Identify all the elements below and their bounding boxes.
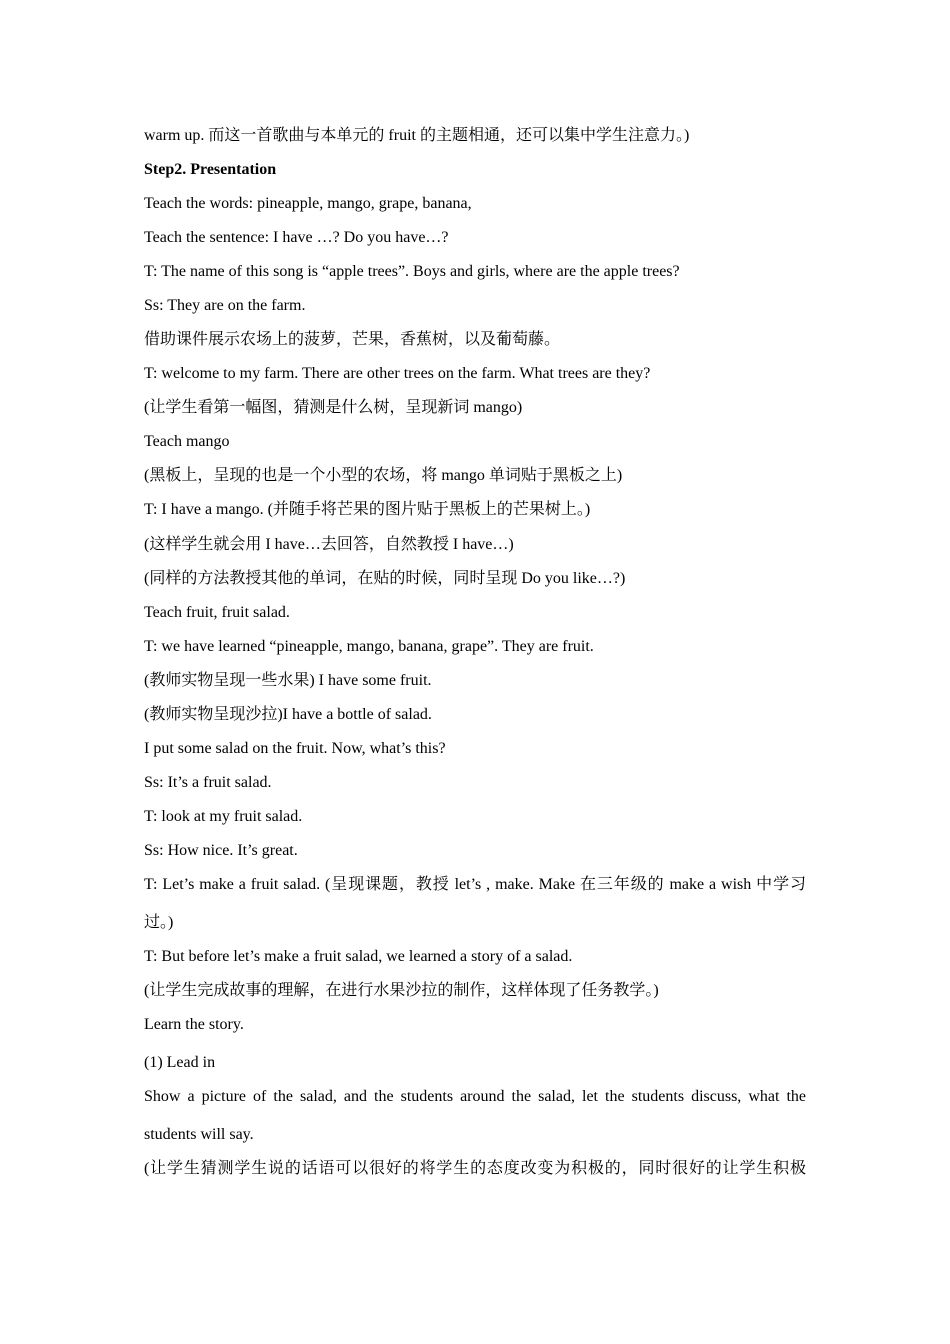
text-line: (同样的方法教授其他的单词，在贴的时候，同时呈现 Do you like…?) (144, 570, 626, 587)
text-line: (让学生完成故事的理解，在进行水果沙拉的制作，这样体现了任务教学。) (144, 982, 659, 999)
text-line: Teach mango (144, 433, 230, 450)
text-line: Teach the words: pineapple, mango, grape, banana, (144, 195, 472, 212)
text-line: Ss: They are on the farm. (144, 297, 306, 314)
text-line: Teach the sentence: I have …? Do you have…? (144, 229, 449, 246)
text-line: Learn the story. (144, 1016, 244, 1033)
text-line: 借助课件展示农场上的菠萝，芒果，香蕉树，以及葡萄藤。 (144, 331, 561, 348)
text-line: (教师实物呈现一些水果) I have some fruit. (144, 672, 432, 689)
text-line: (黑板上，呈现的也是一个小型的农场，将 mango 单词贴于黑板之上) (144, 467, 623, 484)
text-line: 过。) (144, 914, 174, 931)
text-line: (1) Lead in (144, 1054, 216, 1071)
text-line: T: look at my fruit salad. (144, 808, 303, 825)
text-line: (让学生看第一幅图，猜测是什么树，呈现新词 mango) (144, 399, 523, 416)
text-line: Teach fruit, fruit salad. (144, 604, 290, 621)
text-line: Show a picture of the salad, and the students around the salad, let the students discuss, what the (144, 1088, 806, 1105)
text-line: (这样学生就会用 I have…去回答，自然教授 I have…) (144, 536, 514, 553)
text-line: T: Let’s make a fruit salad. (呈现课题，教授 let’s , make. Make 在三年级的 make a wish 中学习 (144, 876, 806, 893)
text-line: T: welcome to my farm. There are other trees on the farm. What trees are they? (144, 365, 651, 382)
text-line: (让学生猜测学生说的话语可以很好的将学生的态度改变为积极的，同时很好的让学生积极 (144, 1160, 806, 1177)
text-line: (教师实物呈现沙拉)I have a bottle of salad. (144, 706, 432, 723)
text-line: T: The name of this song is “apple trees”. Boys and girls, where are the apple trees? (144, 263, 680, 280)
text-line: warm up. 而这一首歌曲与本单元的 fruit 的主题相通，还可以集中学生注意力。) (144, 127, 690, 144)
text-line: Ss: How nice. It’s great. (144, 842, 298, 859)
text-line: T: But before let’s make a fruit salad, we learned a story of a salad. (144, 948, 573, 965)
text-line: students will say. (144, 1126, 254, 1143)
section-heading: Step2. Presentation (144, 161, 277, 178)
text-line: Ss: It’s a fruit salad. (144, 774, 272, 791)
text-line: I put some salad on the fruit. Now, what’s this? (144, 740, 446, 757)
text-line: T: we have learned “pineapple, mango, banana, grape”. They are fruit. (144, 638, 594, 655)
text-line: T: I have a mango. (并随手将芒果的图片贴于黑板上的芒果树上。) (144, 501, 591, 518)
